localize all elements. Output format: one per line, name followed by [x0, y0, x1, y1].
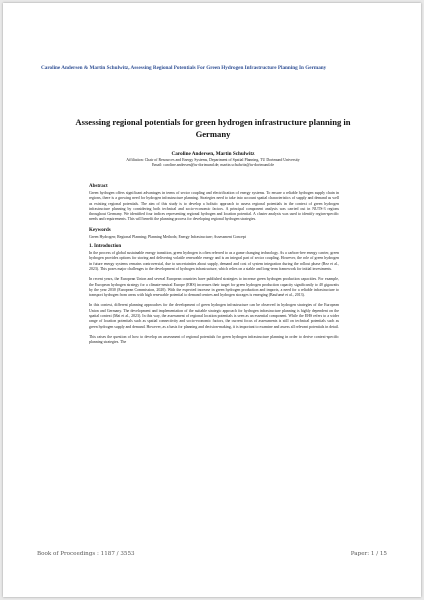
running-header: Caroline Andersen & Martin Schulwitz, Assessing Regional Potentials For Green Hydrogen Infrastructure Planning In Germany	[41, 65, 327, 71]
keywords-text: Green Hydrogen; Regional Planning; Planning Methods; Energy Infrastructure; Assessment Concept	[89, 234, 246, 239]
proceedings-page-number: Book of Proceedings : 1187 / 3553	[37, 551, 135, 557]
paper-page-number: Paper: 1 / 15	[350, 551, 387, 557]
keywords-block	[89, 228, 339, 240]
intro-paragraph: In recent years, the European Union and several European countries have published strategies to increase green hydrogen production capacities. For example, the European hydrogen strategy for a climate-neutral Europe (EHS) increases their target for green hydrogen production capacity significantly to 40 gigawatts by the year 2030 (European Commission, 2020). With the expected increase in green hydrogen production and imports, a need for a reliable infrastructure to transport hydrogen from areas with high renewable potential to demand centres and hydrogen storages is emerging (Baufumé et al., 2013).	[89, 277, 339, 298]
paper-title: Assessing regional potentials for green hydrogen infrastructure planning in Germany	[75, 117, 351, 139]
abstract-heading: Abstract	[89, 184, 108, 189]
intro-paragraph: This raises the question of how to develop an assessment of regional potentials for green hydrogen infrastructure planning in order to derive context-specific planning strategies. The	[89, 334, 339, 345]
intro-paragraph: In this context, different planning approaches for the development of green hydrogen infrastructure can be observed in hydrogen strategies of the European Union and Germany. The development and implementation of the suitable strategic approach for hydrogen infrastructure planning is highly dependent on the spatial context (Mai et al., 2023). In this way, the assessment of regional location potentials is seen as an essential component. While the EHS refers to a wider range of location potentials such as spatial connectivity and socio-economic factors, the current focus of assessments is still on technical potentials such as green hydrogen supply and demand. However, as a basis for planning and decision-making, it is important to examine and assess all relevant potentials in detail.	[89, 303, 339, 329]
keywords-heading: Keywords	[89, 227, 111, 233]
intro-paragraph: In the process of global sustainable energy transition, green hydrogen is often referred to as a game changing technology. As a carbon-free energy carrier, green hydrogen provides options for storing and delivering volatile renewable energy and is an integral part of sector coupling. However, the role of green hydrogen in future energy systems remains controversial, due to uncertainties about supply, demand and cost of system integration during the rollout phase (Rez et al., 2023). This poses major challenges to the development of hydrogen infrastructure, which relies on a stable and long-term framework for initial investments.	[89, 251, 339, 271]
introduction-heading: 1. Introduction	[89, 244, 122, 250]
paper-body	[89, 184, 339, 351]
affiliation-block	[63, 158, 363, 169]
abstract-text: Green hydrogen offers significant advantages in terms of sector coupling and electrification of energy systems. To ensure a reliable hydrogen supply chain in regions, there is a growing need for hydrogen infrastructure planning. Strategies need to take into account spatial characteristics of supply and demand as well as existing regional potentials. The aim of this study is to develop a holistic approach to assess regional potentials in the context of green hydrogen infrastructure planning by considering both technical and socio-economic factors. A principal component analysis was carried out in NUTS-3 regions throughout Germany. We identified four indices representing regional hydrogen and location potential. A cluster analysis was used to identify region-specific needs and requirements. This will benefit the planning process for developing regional hydrogen strategies.	[89, 191, 339, 222]
paper-authors: Caroline Andersen, Martin Schulwitz	[171, 151, 255, 157]
paper-page	[3, 3, 421, 597]
affiliation: Affiliation: Chair of Resources and Energy Systems, Department of Spatial Planning, TU Dortmund University	[126, 158, 300, 162]
email-line: Email: caroline.andersen@tu-dortmund.de; martin.schulwitz@tu-dortmund.de	[151, 163, 275, 168]
